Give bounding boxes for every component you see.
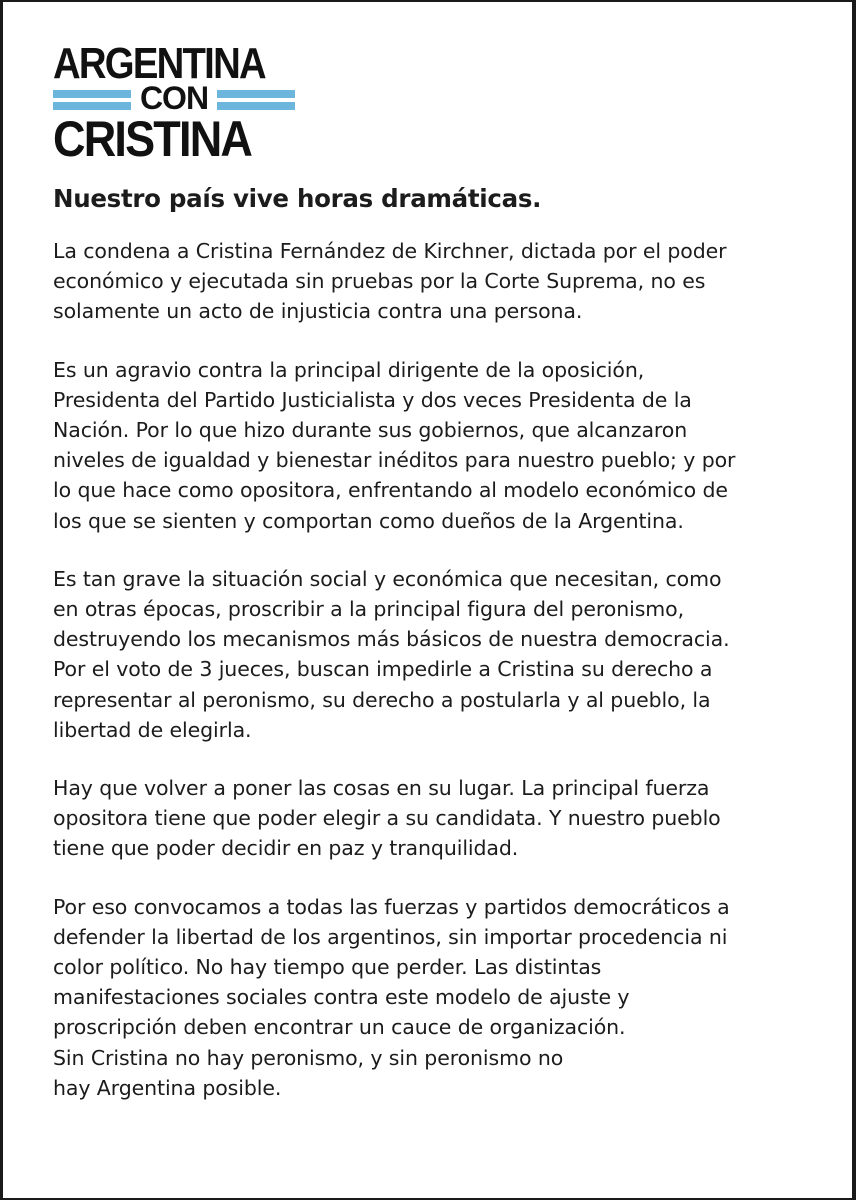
paragraph-1 (53, 236, 813, 327)
paragraph-line: Hay que volver a poner las cosas en su lugar. La principal fuerza (53, 776, 710, 801)
paragraph-line: niveles de igualdad y bienestar inéditos para nuestro pueblo; y por (53, 448, 736, 473)
statement-heading: Nuestro país vive horas dramáticas. (53, 184, 542, 213)
paragraph-line: manifestaciones sociales contra este modelo de ajuste y (53, 985, 630, 1010)
paragraph-line: proscripción deben encontrar un cauce de organización. (53, 1015, 626, 1040)
paragraph-4 (53, 773, 813, 864)
paragraph-line: opositora tiene que poder elegir a su candidata. Y nuestro pueblo (53, 806, 721, 831)
paragraph-line: económico y ejecutada sin pruebas por la Corte Suprema, no es (53, 269, 706, 294)
paragraph-line: libertad de elegirla. (53, 717, 252, 742)
paragraph-line: Por eso convocamos a todas las fuerzas y partidos democráticos a (53, 894, 730, 919)
paragraph-line: La condena a Cristina Fernández de Kirchner, dictada por el poder (53, 239, 727, 263)
paragraph-line: Presidenta del Partido Justicialista y dos veces Presidenta de la (53, 387, 692, 412)
paragraph-line: representar al peronismo, su derecho a postularla y al pueblo, la (53, 687, 711, 712)
statement-body (53, 182, 813, 1131)
paragraph-line: Sin Cristina no hay peronismo, y sin peronismo no (53, 1045, 564, 1070)
paragraph-line: color político. No hay tiempo que perder. Las distintas (53, 955, 602, 980)
paragraph-2 (53, 355, 813, 536)
paragraph-line: lo que hace como opositora, enfrentando al modelo económico de (53, 478, 728, 503)
paragraph-line: tiene que poder decidir en paz y tranquilidad. (53, 836, 519, 861)
paragraph-line: destruyendo los mecanismos más básicos de nuestra democracia. (53, 627, 730, 652)
statement-paragraphs (53, 236, 813, 1103)
logo-line-con: CON (139, 80, 209, 116)
paragraph-line: en otras épocas, proscribir a la principal figura del peronismo, (53, 597, 685, 622)
logo-line-argentina: ARGENTINA (53, 39, 265, 88)
paragraph-line: los que se sienten y comportan como dueños de la Argentina. (53, 508, 684, 533)
logo-stripe-right (217, 90, 295, 98)
paragraph-line: hay Argentina posible. (53, 1075, 282, 1100)
paragraph-line: defender la libertad de los argentinos, sin importar procedencia ni (53, 924, 728, 949)
logo-stripe-right-lower (217, 102, 295, 110)
logo-stripe-left-lower (53, 102, 131, 110)
paragraph-line: solamente un acto de injusticia contra una persona. (53, 299, 583, 324)
paragraph-line: Es tan grave la situación social y económica que necesitan, como (53, 566, 722, 591)
argentina-con-cristina-logo (53, 39, 295, 167)
paragraph-5 (53, 892, 813, 1103)
paragraph-3 (53, 564, 813, 745)
paragraph-line: Es un agravio contra la principal dirigente de la oposición, (53, 357, 645, 382)
logo-line-cristina: CRISTINA (53, 111, 252, 167)
logo-stripe-left (53, 90, 131, 98)
paragraph-line: Nación. Por lo que hizo durante sus gobiernos, que alcanzaron (53, 418, 688, 443)
paragraph-line: Por el voto de 3 jueces, buscan impedirle a Cristina su derecho a (53, 657, 713, 682)
